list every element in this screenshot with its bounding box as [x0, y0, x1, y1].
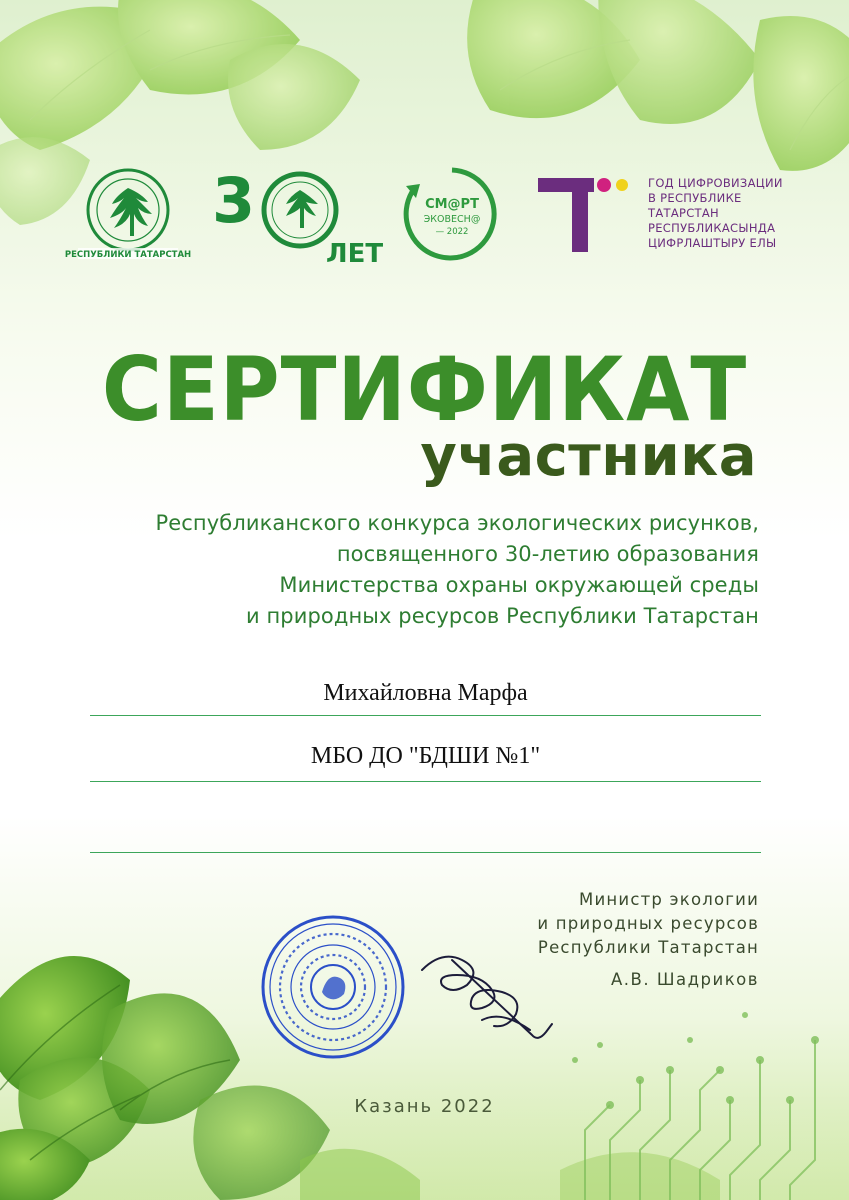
- participant-name: Михайловна Марфа: [323, 680, 528, 706]
- minister-position-line: Министр экологии: [579, 890, 759, 909]
- digital-year-line: ЦИФРЛАШТЫРУ ЕЛЫ: [648, 236, 777, 250]
- ministry-logo-caption: РЕСПУБЛИКИ ТАТАРСТАН: [64, 250, 192, 260]
- contest-line: Республиканского конкурса экологических рисунков,: [155, 511, 759, 535]
- certificate-subtitle: участника: [420, 424, 757, 489]
- minister-name: А.В. Шадриков: [611, 970, 759, 989]
- minister-position-line: Республики Татарстан: [537, 938, 759, 957]
- smart-logo-line-2: ЭКОВЕСН@: [423, 214, 481, 225]
- digital-year-line: ТАТАРСТАН: [648, 206, 719, 220]
- participant-school: МБО ДО "БДШИ №1": [310, 743, 541, 769]
- anniversary-logo-caption: ЛЕТ: [326, 239, 384, 269]
- anniversary-logo: [208, 162, 384, 269]
- digital-year-line: РЕСПУБЛИКАСЫНДА: [648, 221, 776, 235]
- smart-logo-line-1: СМ@РТ: [425, 197, 479, 212]
- contest-description: [39, 508, 759, 632]
- smart-ecospring-logo: [398, 162, 506, 262]
- smart-logo-line-3: — 2022: [435, 227, 469, 237]
- school-underline: [90, 781, 761, 782]
- official-stamp: [258, 912, 408, 1062]
- extra-underline: [90, 852, 761, 853]
- ministry-logo: [64, 168, 192, 260]
- minister-position-line: и природных ресурсов: [537, 914, 759, 933]
- anniversary-digit-3: 3: [212, 164, 256, 237]
- city-year: Казань 2022: [354, 1096, 495, 1117]
- digital-year-line: В РЕСПУБЛИКЕ: [648, 191, 742, 205]
- contest-line: Министерства охраны окружающей среды: [279, 573, 759, 597]
- name-underline: [90, 715, 761, 716]
- contest-line: и природных ресурсов Республики Татарстан: [245, 604, 759, 628]
- digital-year-logo: [538, 176, 630, 256]
- signature-scribble: [412, 940, 562, 1050]
- digital-year-caption: [648, 176, 828, 251]
- contest-line: посвященного 30-летию образования: [336, 542, 759, 566]
- certificate-title: СЕРТИФИКАТ: [101, 338, 748, 441]
- digital-year-line: ГОД ЦИФРОВИЗАЦИИ: [648, 176, 783, 190]
